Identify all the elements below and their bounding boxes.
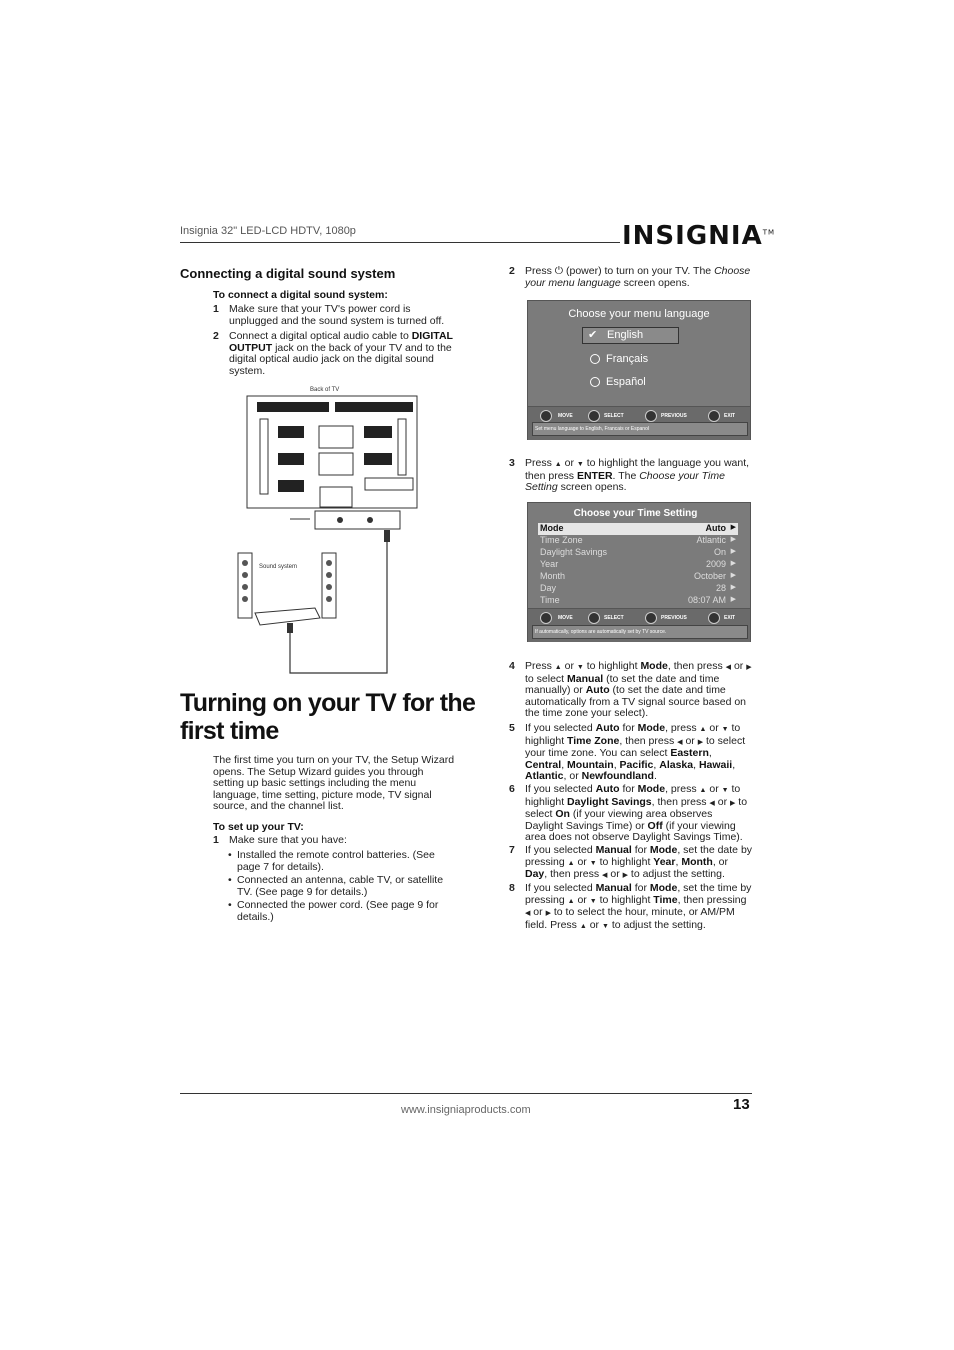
menu-help-text: Set menu language to English, Francais or Espanol [532,422,748,436]
row-label: Daylight Savings [540,547,608,557]
bar-label-exit: EXIT [724,413,736,419]
step-bold: DIGITAL OUTPUT [229,330,453,354]
up-arrow-icon: ▲ [699,726,707,733]
step-text: (power) to turn on your TV. The [566,265,712,277]
bar-label-previous: PREVIOUS [661,413,687,419]
cable-plug [384,530,390,542]
bar-label-move: MOVE [558,413,573,419]
bar-label-select: SELECT [604,413,624,419]
bullet-text: Connected the power cord. (See page 9 for details.) [237,899,439,923]
time-row-month[interactable] [538,571,738,583]
insignia-logo [622,221,775,251]
check-icon: ✔ [588,329,598,341]
tv-panel [319,453,353,475]
power-icon: ⏻ [554,265,564,277]
footer-url[interactable]: www.insigniaproducts.com [401,1104,531,1116]
up-arrow-icon: ▲ [567,859,575,867]
row-value: On [713,547,726,557]
down-arrow-icon: ▼ [721,787,729,794]
up-arrow-icon: ▲ [567,897,575,905]
row-value: Auto [705,523,726,533]
step-number: 4 [509,660,515,672]
right-arrow-icon: ▶ [730,548,736,555]
optical-cable [290,530,387,673]
down-arrow-icon: ▼ [576,461,584,468]
lang-option-english[interactable] [582,327,679,344]
step-text: Press [525,457,552,469]
procedure-title-setup: To set up your TV: [213,821,304,833]
step-number: 5 [509,722,515,734]
row-label: Mode [540,523,564,533]
left-arrow-icon: ◀ [725,664,732,671]
step-number: 1 [213,834,219,846]
section-heading-digital-sound: Connecting a digital sound system [180,266,396,281]
menu-time-screen [527,502,751,642]
up-arrow-icon: ▲ [699,787,707,794]
connection-diagram [230,393,420,683]
lang-label: Español [606,376,646,388]
right-arrow-icon: ▶ [730,560,736,567]
step-text: Make sure that you have: [229,834,347,846]
bullet-dot: • [228,899,232,911]
step-text: screen opens. [560,481,627,493]
down-arrow-icon: ▼ [601,922,609,930]
side-jacks [398,419,406,475]
connect-step-2 [213,330,457,377]
step-number: 6 [509,783,515,795]
exit-icon [708,612,720,624]
step-text: to highlight the language you want, then press [525,457,750,482]
row-label: Time [540,595,560,605]
lang-label: English [607,329,644,341]
chapter-title-line2: first time [180,717,279,745]
step-number: 3 [509,457,515,469]
setup-step-3 [509,457,753,494]
step-text: . The [612,469,637,482]
running-header: Insignia 32" LED-LCD HDTV, 1080p [180,225,356,237]
row-label: Day [540,583,557,593]
jack-callout [315,511,400,529]
radio-icon [590,377,600,387]
lang-option-espanol[interactable] [590,376,646,388]
diagram-label-sound: Sound system [259,564,298,570]
time-row-daylight[interactable] [538,547,738,559]
chapter-title [180,689,475,745]
setup-step-6: 6 If you selected Auto for Mode, press ▲ or ▼ to highlight Daylight Savings, then press ◀ or ▶ to select On (if your viewing area observes Daylight Savings Time) or Off (if your viewing area does not observe Daylight Savings Time). [509,783,748,843]
diagram-label-back: Back of TV [310,387,340,393]
step-number: 1 [213,303,219,315]
right-arrow-icon: ▶ [545,910,551,917]
lang-option-francais[interactable] [590,353,648,365]
row-label: Month [540,571,566,581]
step-text: Press [525,265,552,277]
right-arrow-icon: ▶ [730,572,736,579]
select-icon [588,410,600,422]
tv-slot [364,453,392,465]
bar-label-previous: PREVIOUS [661,615,687,621]
up-arrow-icon: ▲ [554,664,562,671]
step-text-cont: jack on the back of your TV and to the digital optical audio jack on the digital sound system. [229,341,452,377]
setup-step-1 [213,834,347,847]
step-text: or [564,457,574,469]
left-jacks [260,419,268,494]
procedure-title-connect: To connect a digital sound system: [213,289,388,301]
footer-rule [180,1093,752,1094]
bullet-dot: • [228,874,232,886]
step-number: 7 [509,844,515,856]
tv-slot [278,426,304,438]
right-arrow-icon: ▶ [746,664,752,671]
callout-jack [337,517,343,523]
right-arrow-icon: ▶ [730,584,736,591]
left-arrow-icon: ◀ [602,872,608,879]
step-number: 2 [213,330,219,342]
move-icon [540,410,552,422]
bullet-dot: • [228,849,232,861]
left-arrow-icon: ◀ [525,910,531,917]
step-italic: Choose your Time Setting [525,469,725,493]
step-bold: ENTER [576,469,613,482]
up-arrow-icon: ▲ [579,922,587,930]
row-value: Atlantic [696,535,726,545]
menu-nav-bar [528,608,750,642]
chapter-title-line1: Turning on your TV for the [180,689,476,717]
setup-step-2 [509,265,753,289]
setup-step-4: 4 Press ▲ or ▼ to highlight Mode, then press ◀ or ▶ to select Manual (to set the date and time manually) or Auto (to set the date and time automatically from a TV signal source based on the time zone your select). [509,660,752,719]
previous-icon [645,410,657,422]
setup-step-8: 8 If you selected Manual for Mode, set the time by pressing ▲ or ▼ to highlight Time, then pressing ◀ or ▶ to to select the hour, minute, or AM/PM field. Press ▲ or ▼ to adjust the setting. [509,882,752,931]
down-arrow-icon: ▼ [589,897,597,905]
setup-step-7: 7 If you selected Manual for Mode, set the date by pressing ▲ or ▼ to highlight Year, Month, or Day, then press ◀ or ▶ to adjust the setting. [509,844,753,880]
step-italic: Choose your menu language [525,265,751,289]
row-value: 28 [715,583,726,593]
right-arrow-icon: ▶ [730,596,736,603]
tv-slot [278,453,304,465]
bullet-text: Installed the remote control batteries. (See page 7 for details). [237,849,435,873]
logo-text: INSIGNIA [622,221,763,251]
intro-paragraph: The first time you turn on your TV, the Setup Wizard opens. The Setup Wizard guides you through setting up basic settings including the menu language, time setting, picture mode, TV signal source, and the channel list. [213,754,455,812]
left-arrow-icon: ◀ [677,738,683,746]
move-icon [540,612,552,624]
menu-help-text: If automatically, options are automatically set by TV source. [532,625,748,639]
step-number: 8 [509,882,515,894]
receiver [255,608,320,625]
time-row-mode[interactable] [538,523,738,535]
bullet-item [228,899,449,923]
row-label: Time Zone [540,535,583,545]
menu-title: Choose your menu language [568,308,710,320]
menu-nav-bar [528,406,750,440]
step-text: Connect a digital optical audio cable to [229,330,412,342]
tv-slot [278,480,304,492]
step-text: screen opens. [623,276,690,289]
callout-jack [367,517,373,523]
jack-panel [365,478,413,490]
row-label: Year [540,559,559,569]
tv-panel [319,426,353,448]
stand-mount [320,487,352,507]
select-icon [588,612,600,624]
tv-slot [364,426,392,438]
row-value: 2009 [705,559,726,569]
setup-step-5: 5 If you selected Auto for Mode, press ▲ or ▼ to highlight Time Zone, then press ◀ or ▶ to select your time zone. You can select Eastern, Central, Mountain, Pacific, Alaska, Hawaii, Atlantic, or Newfoundland. [509,722,746,782]
bullet-item [228,849,449,873]
logo-tm: TM [762,228,776,237]
up-arrow-icon: ▲ [554,461,562,468]
right-arrow-icon: ▶ [730,524,736,531]
left-arrow-icon: ◀ [709,799,715,807]
previous-icon [645,612,657,624]
menu-language-screen [527,300,751,440]
step-text: Make sure that your TV's power cord is unplugged and the sound system is turned off. [229,303,445,327]
bar-label-select: SELECT [604,615,624,621]
lang-label: Français [606,353,649,365]
time-row-time[interactable] [538,595,738,607]
right-arrow-icon: ▶ [622,872,628,879]
bullet-item [228,874,449,898]
down-arrow-icon: ▼ [721,726,729,733]
page-number: 13 [733,1096,750,1113]
menu-title: Choose your Time Setting [573,508,698,519]
tv-vent-right [335,402,413,412]
down-arrow-icon: ▼ [589,859,597,867]
connect-step-1 [213,303,454,327]
bullet-text: Connected an antenna, cable TV, or satellite TV. (See page 9 for details.) [237,874,444,898]
row-value: October [693,571,726,581]
right-arrow-icon: ▶ [729,799,736,807]
step-number: 2 [509,265,515,277]
bar-label-move: MOVE [558,615,573,621]
radio-icon [590,354,600,364]
time-row-day[interactable] [538,583,738,595]
bar-label-exit: EXIT [724,615,736,621]
down-arrow-icon: ▼ [576,664,584,671]
right-arrow-icon: ▶ [697,738,704,746]
time-row-timezone[interactable] [538,535,738,547]
time-row-year[interactable] [538,559,738,571]
tv-vent-left [257,402,329,412]
receiver-plug [287,623,293,633]
right-arrow-icon: ▶ [730,536,736,543]
header-rule [180,242,620,243]
exit-icon [708,410,720,422]
row-value: 08:07 AM [687,595,726,605]
